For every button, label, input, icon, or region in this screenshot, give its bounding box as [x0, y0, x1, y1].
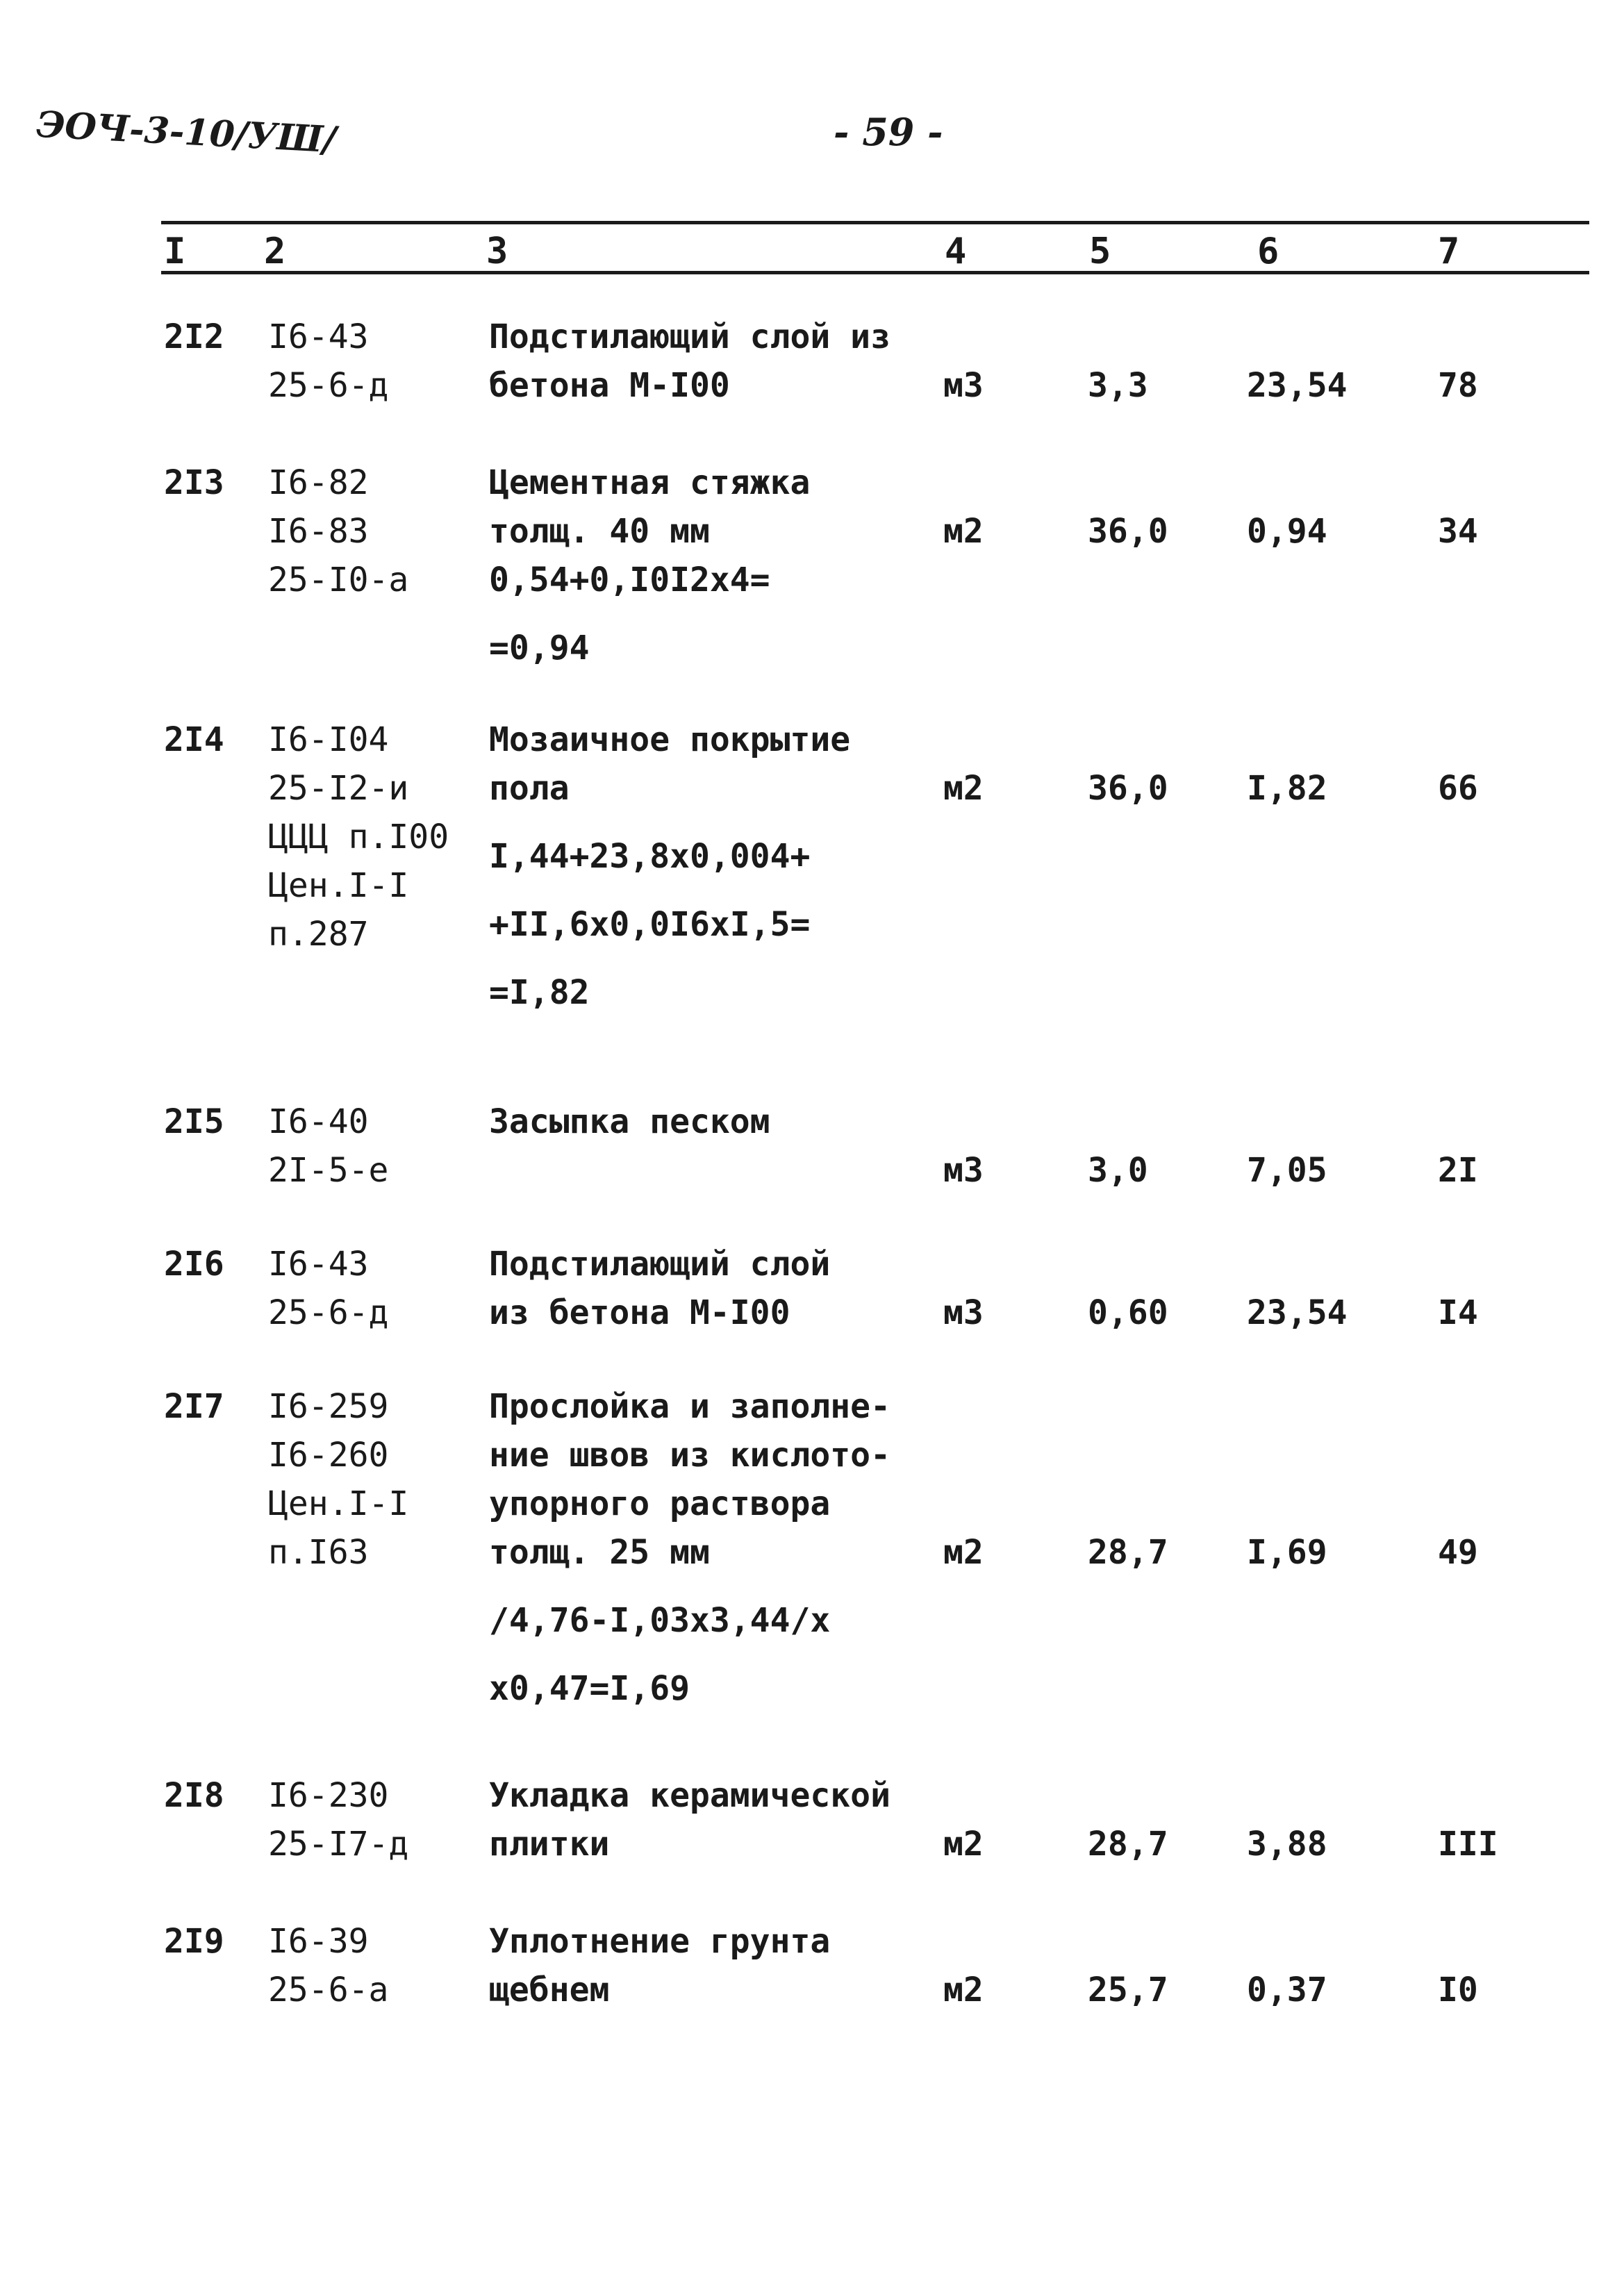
row-code: I6-260: [268, 1436, 389, 1475]
row-total: III: [1438, 1825, 1498, 1864]
row-code: п.I63: [268, 1533, 369, 1572]
row-description-line: I,44+23,8х0,004+: [489, 837, 811, 876]
row-code: 25-I2-и: [268, 769, 409, 808]
row-unit-price: 3,88: [1247, 1825, 1327, 1864]
row-code: I6-82: [268, 463, 369, 502]
row-unit: м2: [943, 512, 984, 551]
row-code: Цен.I-I: [268, 866, 409, 905]
row-code: 2I-5-е: [268, 1151, 389, 1190]
row-description-line: =I,82: [489, 973, 590, 1012]
row-unit: м2: [943, 1533, 984, 1572]
row-unit: м2: [943, 1971, 984, 2009]
col-header-6: 6: [1257, 231, 1279, 272]
row-number: 2I9: [164, 1922, 224, 1961]
row-description-line: плитки: [489, 1825, 610, 1864]
row-code: п.287: [268, 915, 369, 954]
row-description-line: Подстилающий слой: [489, 1245, 831, 1284]
row-description-line: из бетона М-I00: [489, 1293, 790, 1332]
row-description-line: толщ. 40 мм: [489, 512, 710, 551]
row-unit: м2: [943, 769, 984, 808]
row-unit-price: I,82: [1247, 769, 1327, 808]
row-code: 25-6-а: [268, 1971, 389, 2009]
row-code: I6-39: [268, 1922, 369, 1961]
row-code: 25-6-д: [268, 366, 389, 405]
row-total: I0: [1438, 1971, 1478, 2009]
row-total: 49: [1438, 1533, 1478, 1572]
row-code: 25-I0-а: [268, 561, 409, 599]
row-description-line: Уплотнение грунта: [489, 1922, 831, 1961]
row-number: 2I2: [164, 317, 224, 356]
row-number: 2I6: [164, 1245, 224, 1284]
row-description-line: =0,94: [489, 629, 590, 668]
row-quantity: 3,3: [1088, 366, 1148, 405]
row-unit: м3: [943, 1293, 984, 1332]
row-description-line: Прослойка и заполне-: [489, 1387, 890, 1426]
row-description-line: 0,54+0,I0I2х4=: [489, 561, 770, 599]
row-total: 78: [1438, 366, 1478, 405]
col-header-5: 5: [1089, 231, 1111, 272]
page-number: - 59 -: [834, 110, 943, 154]
row-description-line: Мозаичное покрытие: [489, 720, 851, 759]
row-number: 2I4: [164, 720, 224, 759]
row-code: I6-I04: [268, 720, 389, 759]
row-unit: м3: [943, 1151, 984, 1190]
row-description-line: /4,76-I,03х3,44/х: [489, 1601, 831, 1640]
row-quantity: 0,60: [1088, 1293, 1168, 1332]
row-unit-price: 23,54: [1247, 366, 1348, 405]
row-description-line: Засыпка песком: [489, 1102, 770, 1141]
row-total: 66: [1438, 769, 1478, 808]
row-total: I4: [1438, 1293, 1478, 1332]
row-code: Цен.I-I: [268, 1484, 409, 1523]
row-quantity: 25,7: [1088, 1971, 1168, 2009]
row-unit-price: 0,37: [1247, 1971, 1327, 2009]
row-code: 25-6-д: [268, 1293, 389, 1332]
table-header-rule: [161, 271, 1589, 274]
row-code: I6-83: [268, 512, 369, 551]
row-description-line: упорного раствора: [489, 1484, 831, 1523]
row-quantity: 3,0: [1088, 1151, 1148, 1190]
row-quantity: 28,7: [1088, 1533, 1168, 1572]
row-unit-price: 7,05: [1247, 1151, 1327, 1190]
row-quantity: 36,0: [1088, 769, 1168, 808]
row-code: I6-43: [268, 317, 369, 356]
row-unit-price: 0,94: [1247, 512, 1327, 551]
row-number: 2I3: [164, 463, 224, 502]
row-quantity: 36,0: [1088, 512, 1168, 551]
row-code: I6-40: [268, 1102, 369, 1141]
row-description-line: Укладка керамической: [489, 1776, 890, 1815]
row-description-line: +II,6х0,0I6хI,5=: [489, 905, 811, 944]
col-header-4: 4: [945, 231, 967, 272]
row-total: 34: [1438, 512, 1478, 551]
row-quantity: 28,7: [1088, 1825, 1168, 1864]
row-unit-price: 23,54: [1247, 1293, 1348, 1332]
row-code: I6-259: [268, 1387, 389, 1426]
col-header-7: 7: [1438, 231, 1460, 272]
row-description-line: х0,47=I,69: [489, 1669, 690, 1708]
row-code: I6-230: [268, 1776, 389, 1815]
row-unit-price: I,69: [1247, 1533, 1327, 1572]
table-top-rule: [161, 221, 1589, 224]
row-code: 25-I7-д: [268, 1825, 409, 1864]
row-description-line: пола: [489, 769, 570, 808]
row-description-line: толщ. 25 мм: [489, 1533, 710, 1572]
row-description-line: ние швов из кислото-: [489, 1436, 890, 1475]
document-stamp: ЭОЧ-3-10/УШ/: [35, 103, 338, 162]
row-unit: м2: [943, 1825, 984, 1864]
row-code: ЦЦЦ п.I00: [268, 818, 449, 856]
row-unit: м3: [943, 366, 984, 405]
row-description-line: Цементная стяжка: [489, 463, 811, 502]
col-header-1: I: [164, 231, 186, 272]
row-number: 2I8: [164, 1776, 224, 1815]
row-number: 2I5: [164, 1102, 224, 1141]
col-header-2: 2: [264, 231, 286, 272]
row-description-line: бетона М-I00: [489, 366, 730, 405]
row-code: I6-43: [268, 1245, 369, 1284]
row-number: 2I7: [164, 1387, 224, 1426]
col-header-3: 3: [486, 231, 508, 272]
row-total: 2I: [1438, 1151, 1478, 1190]
row-description-line: щебнем: [489, 1971, 610, 2009]
row-description-line: Подстилающий слой из: [489, 317, 890, 356]
